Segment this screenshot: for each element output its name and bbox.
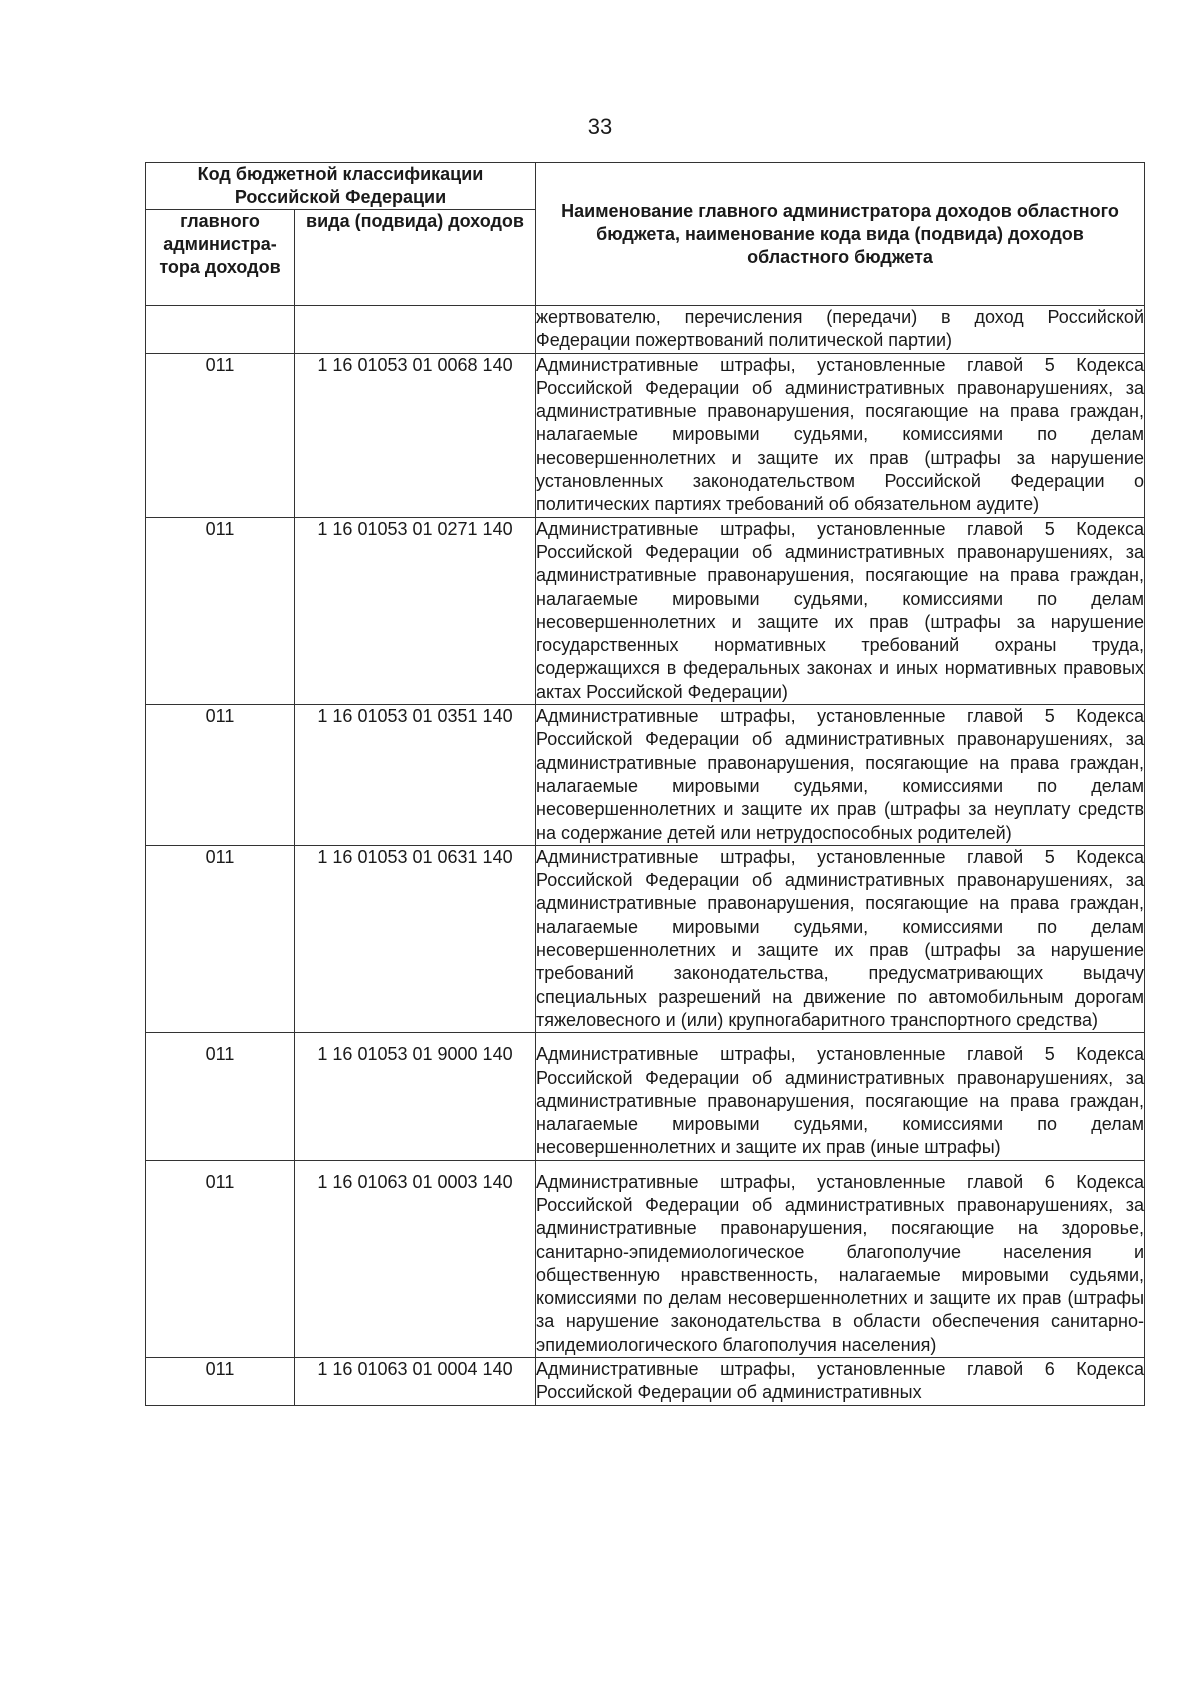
table-row bbox=[146, 705, 1145, 846]
kind-code-cell: 1 16 01053 01 0351 140 bbox=[295, 705, 536, 846]
header-code-group: Код бюджетной классификации Российской Федерации bbox=[146, 163, 536, 210]
description-cell: Административные штрафы, установленные главой 5 Кодекса Российской Федерации об административных правонарушениях, за административные правонарушения, посягающие на права граждан, налагаемые мировыми судьями, комиссиями по делам несовершеннолетних и защите их прав (штрафы за нарушение требований законодательства, предусматривающих выдачу специальных разрешений на движение по автомобильным дорогам тяжеловесного и (или) крупногабаритного транспортного средства) bbox=[536, 845, 1145, 1032]
description-cell: Административные штрафы, установленные главой 5 Кодекса Российской Федерации об административных правонарушениях, за административные правонарушения, посягающие на права граждан, налагаемые мировыми судьями, комиссиями по делам несовершеннолетних и защите их прав (иные штрафы) bbox=[536, 1033, 1145, 1160]
kind-code-cell: 1 16 01063 01 0003 140 bbox=[295, 1160, 536, 1357]
admin-code-cell: 011 bbox=[146, 705, 295, 846]
kind-code-cell: 1 16 01053 01 0631 140 bbox=[295, 845, 536, 1032]
kind-code-cell: 1 16 01053 01 9000 140 bbox=[295, 1033, 536, 1160]
admin-code-cell bbox=[146, 306, 295, 354]
table-row bbox=[146, 306, 1145, 354]
table-row bbox=[146, 1358, 1145, 1406]
description-cell: Административные штрафы, установленные главой 6 Кодекса Российской Федерации об административных bbox=[536, 1358, 1145, 1406]
kind-code-cell: 1 16 01053 01 0068 140 bbox=[295, 353, 536, 517]
admin-code-cell: 011 bbox=[146, 353, 295, 517]
description-cell: Административные штрафы, установленные главой 5 Кодекса Российской Федерации об административных правонарушениях, за административные правонарушения, посягающие на права граждан, налагаемые мировыми судьями, комиссиями по делам несовершеннолетних и защите их прав (штрафы за неуплату средств на содержание детей или нетрудоспособных родителей) bbox=[536, 705, 1145, 846]
table-row bbox=[146, 1160, 1145, 1357]
page-number: 33 bbox=[587, 114, 613, 139]
admin-code-cell: 011 bbox=[146, 1160, 295, 1357]
table-row bbox=[146, 353, 1145, 517]
admin-code-cell: 011 bbox=[146, 517, 295, 704]
kind-code-cell: 1 16 01063 01 0004 140 bbox=[295, 1358, 536, 1406]
table-row bbox=[146, 1033, 1145, 1160]
header-kind-code: вида (подвида) доходов bbox=[295, 210, 536, 306]
admin-code-cell: 011 bbox=[146, 845, 295, 1032]
kind-code-cell: 1 16 01053 01 0271 140 bbox=[295, 517, 536, 704]
description-cell: Административные штрафы, установленные главой 5 Кодекса Российской Федерации об административных правонарушениях, за административные правонарушения, посягающие на права граждан, налагаемые мировыми судьями, комиссиями по делам несовершеннолетних и защите их прав (штрафы за нарушение государственных нормативных требований охраны труда, содержащихся в федеральных законах и иных нормативных правовых актах Российской Федерации) bbox=[536, 517, 1145, 704]
admin-code-cell: 011 bbox=[146, 1033, 295, 1160]
header-admin-code: главного администра-тора доходов bbox=[146, 210, 295, 306]
table-row bbox=[146, 845, 1145, 1032]
description-cell: Административные штрафы, установленные главой 5 Кодекса Российской Федерации об административных правонарушениях, за административные правонарушения, посягающие на права граждан, налагаемые мировыми судьями, комиссиями по делам несовершеннолетних и защите их прав (штрафы за нарушение установленных законодательством Российской Федерации о политических партиях требований об обязательном аудите) bbox=[536, 353, 1145, 517]
header-name: Наименование главного администратора доходов областного бюджета, наименование кода вида (подвида) доходов областного бюджета bbox=[536, 163, 1145, 306]
description-cell: Административные штрафы, установленные главой 6 Кодекса Российской Федерации об административных правонарушениях, за административные правонарушения, посягающие на здоровье, санитарно-эпидемиологическое благополучие населения и общественную нравственность, налагаемые мировыми судьями, комиссиями по делам несовершеннолетних и защите их прав (штрафы за нарушение законодательства в области обеспечения санитарно- эпидемиологического благополучия населения) bbox=[536, 1160, 1145, 1357]
kind-code-cell bbox=[295, 306, 536, 354]
admin-code-cell: 011 bbox=[146, 1358, 295, 1406]
budget-classification-table bbox=[145, 162, 1145, 1406]
table-row bbox=[146, 517, 1145, 704]
description-cell: жертвователю, перечисления (передачи) в доход Российской Федерации пожертвований политической партии) bbox=[536, 306, 1145, 354]
